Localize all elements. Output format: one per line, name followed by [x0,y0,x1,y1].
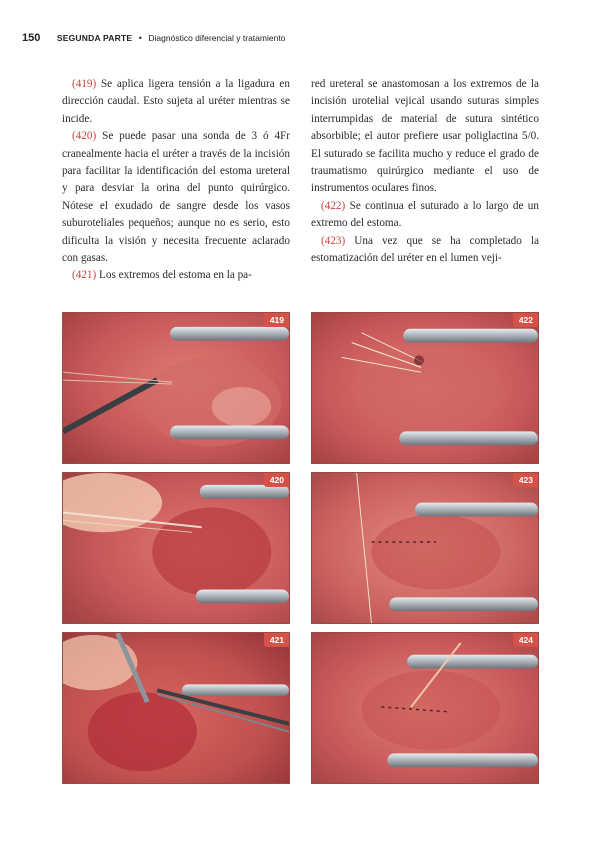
figure-422-photo [311,312,539,464]
figure-label-424: 424 [513,633,538,647]
figure-ref-421: (421) [72,269,97,282]
surgical-photo-421 [63,633,289,783]
figure-423-photo [311,472,539,624]
paragraph-422 [311,198,539,233]
paragraph-421-continued [311,76,539,198]
figure-424-photo [311,632,539,784]
figure-label-420: 420 [264,473,289,487]
figure-label-421: 421 [264,633,289,647]
figure-ref-420: (420) [72,130,97,143]
figure-label-419: 419 [264,313,289,327]
surgical-photo-419 [63,313,289,463]
surgical-photo-422 [312,313,538,463]
right-text-column [311,76,539,267]
page-number: 150 [22,32,41,44]
header-bullet: • [138,33,142,43]
surgical-photo-423 [312,473,538,623]
paragraph-text: red ureteral se anastomosan a los extremos de la incisión urotelial vejical usando suturas simples interrumpidas de material de sutura sintético absorbible; el autor prefiere usar poliglactina 5/0. El suturado se facilita mucho y reduce el grado de traumatismo quirúrgico mediante el uso de instrumentos oculares finos. [311,78,539,195]
figure-420-photo [62,472,290,624]
paragraph-text: Se puede pasar una sonda de 3 ó 4Fr cranealmente hacia el uréter a través de la incisión para facilitar la identificación del estoma ureteral y para desviar la orina del punto quirúrgico. Nótese el exudado de sangre desde los vasos suburoteliales pequeños; aunque no es serio, esto dificulta la visión y necesita frecuente aclarado con gasas. [62,130,290,265]
figure-ref-419: (419) [72,78,97,90]
paragraph-420 [62,128,290,267]
figure-label-422: 422 [513,313,538,327]
figure-419-photo [62,312,290,464]
paragraph-419 [62,76,290,128]
paragraph-423 [311,233,539,268]
left-text-column [62,76,290,285]
section-title: SEGUNDA PARTE [56,33,133,43]
paragraph-text: Se continua el suturado a lo largo de un extremo del estoma. [311,199,539,230]
chapter-subtitle: Diagnóstico diferencial y tratamiento [148,33,286,43]
running-header [22,32,285,44]
paragraph-421 [62,267,290,284]
figure-ref-422: (422) [321,199,346,212]
paragraph-text: Una vez que se ha completado la estomatización del uréter en el lumen veji- [311,234,539,265]
figure-421-photo [62,632,290,784]
paragraph-text: Se aplica ligera tensión a la ligadura en dirección caudal. Esto sujeta al uréter mientras se incide. [62,78,290,125]
surgical-photo-420 [63,473,289,623]
figure-ref-423: (423) [321,234,346,247]
surgical-photo-424 [312,633,538,783]
paragraph-text: Los extremos del estoma en la pa- [96,269,252,282]
figure-label-423: 423 [513,473,538,487]
